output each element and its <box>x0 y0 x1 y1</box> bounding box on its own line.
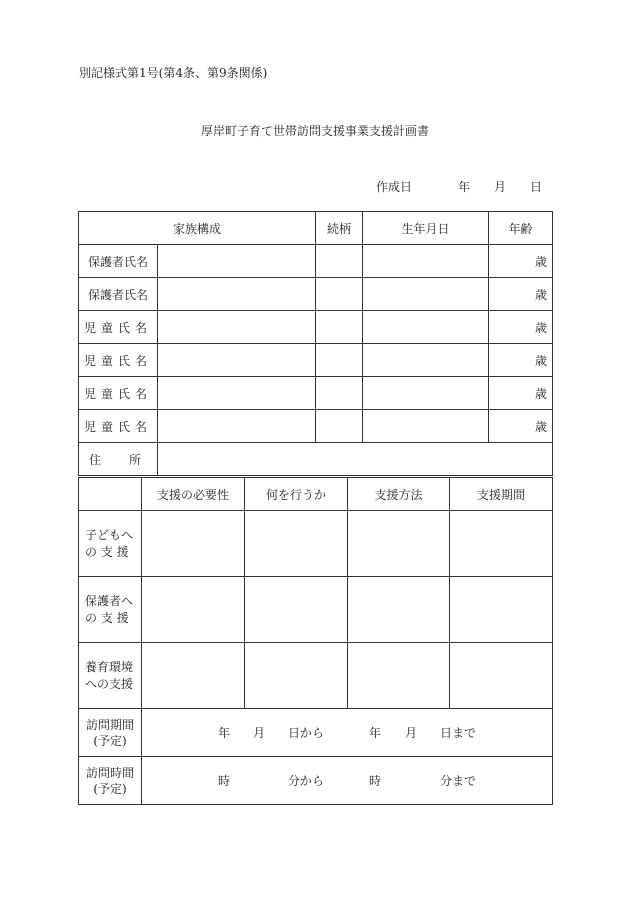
age-field[interactable] <box>489 278 553 311</box>
table-row <box>79 311 553 344</box>
age-field[interactable] <box>489 410 553 443</box>
visit-period-row <box>79 709 553 757</box>
age-field[interactable] <box>489 311 553 344</box>
visit-time-field[interactable] <box>142 757 553 805</box>
method-field[interactable] <box>348 511 450 577</box>
age-unit: 歳 <box>535 419 548 434</box>
age-unit: 歳 <box>535 287 548 302</box>
age-unit: 歳 <box>535 254 548 269</box>
support-header-row <box>79 478 553 511</box>
birthdate-field[interactable] <box>363 344 489 377</box>
visit-period-field[interactable] <box>142 709 553 757</box>
name-field[interactable] <box>158 344 316 377</box>
table-row <box>79 577 553 643</box>
age-field[interactable] <box>489 245 553 278</box>
header-method: 支援方法 <box>348 478 450 511</box>
date-month-label: 月 <box>494 180 507 194</box>
period-month-from: 月 <box>253 726 266 740</box>
time-hour-from: 時 <box>218 774 231 788</box>
visit-period-label: 訪問期間 (予定) <box>79 709 142 757</box>
support-for-child-label: 子どもへ の 支 援 <box>79 511 142 577</box>
guardian-name-label: 保護者氏名 <box>79 278 158 311</box>
support-for-environment-label: 養育環境 への支援 <box>79 643 142 709</box>
visit-time-row <box>79 757 553 805</box>
header-blank <box>79 478 142 511</box>
table-row <box>79 643 553 709</box>
header-age: 年齢 <box>489 212 553 245</box>
name-field[interactable] <box>158 410 316 443</box>
method-field[interactable] <box>348 577 450 643</box>
address-row <box>79 443 553 476</box>
header-what: 何を行うか <box>245 478 348 511</box>
period-year-to: 年 <box>369 726 382 740</box>
what-field[interactable] <box>245 511 348 577</box>
table-row <box>79 245 553 278</box>
time-minute-to: 分まで <box>440 774 477 788</box>
birthdate-field[interactable] <box>363 245 489 278</box>
name-field[interactable] <box>158 245 316 278</box>
support-for-guardian-label: 保護者へ の 支 援 <box>79 577 142 643</box>
family-table <box>78 211 553 476</box>
document-title: 厚岸町子育て世帯訪問支援事業支援計画書 <box>200 124 429 138</box>
birthdate-field[interactable] <box>363 410 489 443</box>
address-field[interactable] <box>158 443 553 476</box>
address-label: 住 所 <box>79 443 158 476</box>
time-minute-from: 分から <box>288 774 325 788</box>
period-field[interactable] <box>450 511 553 577</box>
what-field[interactable] <box>245 643 348 709</box>
time-hour-to: 時 <box>369 774 382 788</box>
relationship-field[interactable] <box>316 410 363 443</box>
child-name-label: 児童氏名 <box>79 311 158 344</box>
relationship-field[interactable] <box>316 278 363 311</box>
table-row <box>79 278 553 311</box>
relationship-field[interactable] <box>316 344 363 377</box>
family-header-row <box>79 212 553 245</box>
date-day-label: 日 <box>530 180 543 194</box>
header-relationship: 続柄 <box>316 212 363 245</box>
date-created-label: 作成日 <box>376 180 413 194</box>
table-row <box>79 377 553 410</box>
table-row <box>79 344 553 377</box>
relationship-field[interactable] <box>316 377 363 410</box>
guardian-name-label: 保護者氏名 <box>79 245 158 278</box>
age-unit: 歳 <box>535 386 548 401</box>
relationship-field[interactable] <box>316 245 363 278</box>
date-year-label: 年 <box>458 180 471 194</box>
header-birthdate: 生年月日 <box>363 212 489 245</box>
table-row <box>79 511 553 577</box>
birthdate-field[interactable] <box>363 278 489 311</box>
age-unit: 歳 <box>535 320 548 335</box>
what-field[interactable] <box>245 577 348 643</box>
name-field[interactable] <box>158 377 316 410</box>
necessity-field[interactable] <box>142 577 245 643</box>
age-field[interactable] <box>489 344 553 377</box>
necessity-field[interactable] <box>142 643 245 709</box>
period-day-to: 日まで <box>440 726 477 740</box>
necessity-field[interactable] <box>142 511 245 577</box>
period-year-from: 年 <box>218 726 231 740</box>
support-table <box>78 477 553 805</box>
table-row <box>79 410 553 443</box>
age-field[interactable] <box>489 377 553 410</box>
period-day-from: 日から <box>288 726 325 740</box>
method-field[interactable] <box>348 643 450 709</box>
period-field[interactable] <box>450 577 553 643</box>
header-necessity: 支援の必要性 <box>142 478 245 511</box>
name-field[interactable] <box>158 311 316 344</box>
header-family: 家族構成 <box>79 212 316 245</box>
period-month-to: 月 <box>405 726 418 740</box>
form-number: 別記様式第1号(第4条、第9条関係) <box>79 66 268 80</box>
child-name-label: 児童氏名 <box>79 410 158 443</box>
child-name-label: 児童氏名 <box>79 377 158 410</box>
name-field[interactable] <box>158 278 316 311</box>
birthdate-field[interactable] <box>363 311 489 344</box>
birthdate-field[interactable] <box>363 377 489 410</box>
visit-time-label: 訪問時間 (予定) <box>79 757 142 805</box>
age-unit: 歳 <box>535 353 548 368</box>
child-name-label: 児童氏名 <box>79 344 158 377</box>
relationship-field[interactable] <box>316 311 363 344</box>
period-field[interactable] <box>450 643 553 709</box>
header-period: 支援期間 <box>450 478 553 511</box>
